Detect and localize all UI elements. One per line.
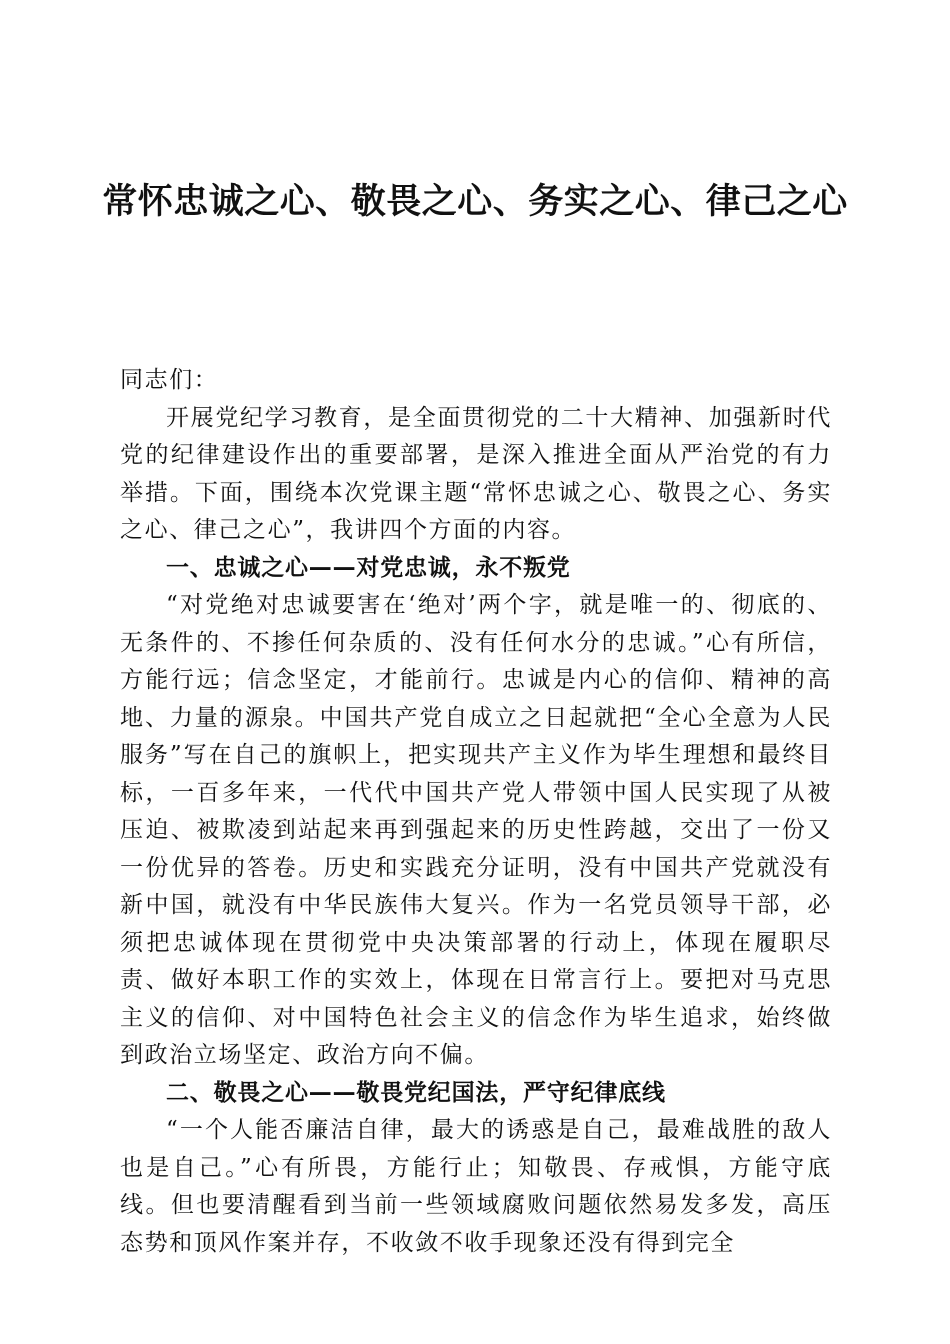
document-title: 常怀忠诚之心、敬畏之心、务实之心、律己之心 <box>102 181 848 222</box>
document-body <box>120 362 832 1262</box>
salutation: 同志们： <box>120 367 219 393</box>
section-1-heading: 一、忠诚之心——对党忠诚，永不叛党 <box>166 554 571 581</box>
section-1-paragraph: “对党绝对忠诚要害在‘绝对’两个字，就是唯一的、彻底的、无条件的、不掺任何杂质的、没有任何水分的忠诚。”心有所信，方能行远；信念坚定，才能前行。忠诚是内心的信仰、精神的高地、力量的源泉。中国共产党自成立之日起就把“全心全意为人民服务”写在自己的旗帜上，把实现共产主义作为毕生理想和最终目标，一百多年来，一代代中国共产党人带领中国人民实现了从被压迫、被欺凌到站起来再到强起来的历史性跨越，交出了一份又一份优异的答卷。历史和实践充分证明，没有中国共产党就没有新中国，就没有中华民族伟大复兴。作为一名党员领导干部，必须把忠诚体现在贯彻党中央决策部署的行动上，体现在履职尽责、做好本职工作的实效上，体现在日常言行上。要把对马克思主义的信仰、对中国特色社会主义的信念作为毕生追求，始终做到政治立场坚定、政治方向不偏。 <box>120 592 832 1068</box>
section-2-heading: 二、敬畏之心——敬畏党纪国法，严守纪律底线 <box>166 1079 666 1106</box>
section-2-paragraph: “一个人能否廉洁自律，最大的诱惑是自己，最难战胜的敌人也是自己。”心有所畏，方能行止；知敬畏、存戒惧，方能守底线。但也要清醒看到当前一些领域腐败问题依然易发多发，高压态势和顶风作案并存，不收敛不收手现象还没有得到完全 <box>120 1117 832 1256</box>
intro-paragraph: 开展党纪学习教育，是全面贯彻党的二十大精神、加强新时代党的纪律建设作出的重要部署，是深入推进全面从严治党的有力举措。下面，围绕本次党课主题“常怀忠诚之心、敬畏之心、务实之心、律己之心”，我讲四个方面的内容。 <box>120 404 832 543</box>
